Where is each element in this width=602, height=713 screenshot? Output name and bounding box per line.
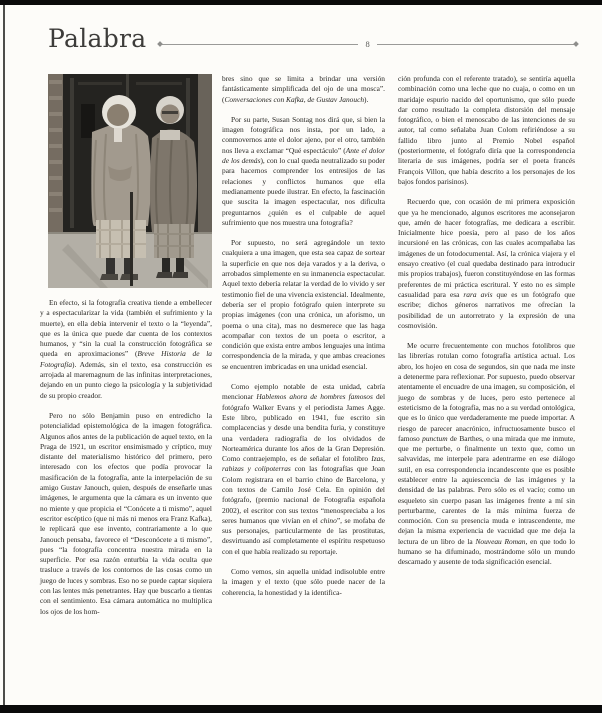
italic-text-segment: Nouveau Roman (475, 536, 526, 546)
italic-text-segment: Ante el dolor de los demás (222, 145, 385, 166)
italic-text-segment: Izas, rabizas y colipoterras (222, 454, 385, 474)
text-segment: del fotógrafo Walker Evans y el periodista James Agge. Este libro, publicado en 1941, fue escrito sin complacencias y desde una bendita furia, y constituye una verdadera radiografía de los olvidados de Norteamérica durante los años de la Gran Depresión. Como contraejemplo, es de señalar el fotolibro (222, 392, 385, 464)
page-left-border (3, 5, 5, 705)
text-segment: ”, se mofaba de sus personajes, particularmente de las prostitutas, desvirtuando así completamente el espíritu respetuoso con el que había realizado su reportaje. (222, 515, 385, 556)
paragraph (398, 341, 575, 568)
text-segment: Como vemos, sin aquella unidad indisoluble entre la imagen y el texto (que sólo puede nacer de la coherencia, la honestidad y la identifica- (222, 567, 385, 597)
paragraph (222, 238, 385, 372)
paragraph (222, 567, 385, 598)
section-title: Palabra (48, 24, 147, 53)
text-segment: Me ocurre frecuentemente con muchos fotolibros que las librerías rotulan como fotografía artística actual. Los abro, los hojeo en cosa de segundos, sin que nada me inste a detenerme para reflexionar. Por supuesto, puedo observar atentamente el encuadre de una imagen, su composición, el juego de sombras y de luces, pero esto pertenece al esteticismo de la fotografía, mas no a su verdad ontológica, que es lo único que verdaderamente me puede importar. A riesgo de parecer anacrónico, infructuosamente busco el famoso (398, 341, 575, 443)
column-left (40, 74, 212, 627)
paragraph (40, 298, 212, 401)
article-body (40, 74, 575, 627)
text-segment: ). (364, 94, 369, 104)
header-rule (158, 39, 578, 49)
paragraph (40, 411, 212, 617)
text-segment: bres sino que se limita a brindar una versión fantásticamente simplificada del ojo de una mosca”. ( (222, 74, 385, 104)
text-segment: En efecto, si la fotografía creativa tiende a embellecer y a espectacularizar la vida (también el sufrimiento y la muerte), en ella debía intervenir el texto o la “leyenda”, que es la única que puede dar cuenta de los contextos humanos, y “sin la cual la construcción fotográfica se queda en aproximaciones” ( (40, 298, 212, 359)
column-right (398, 74, 575, 578)
italic-text-segment: Hablemos ahora de hombres famosos (256, 392, 373, 402)
italic-text-segment: Breve Historia de la Fotografía (40, 349, 212, 369)
top-black-bar (0, 0, 602, 5)
text-segment: ción profunda con el referente tratado), se sentiría aquella combinación como una leche que no cuaja, o como en un maridaje espurio nacido del oportunismo, que sólo puede dar como resultado la completa distorsión del mensaje fotográfico, o bien el menoscabo de las intenciones de su autor, tal como señalaba Juan Colom refiriéndose a su fallido libro junto al Premio Nobel español (posteriormente, el fotógrafo diría que la correspondencia literaria de sus imágenes, podría ser el poeta francés François Villon, que había descrito a los personajes de los bajos fondos parisinos). (398, 74, 575, 186)
text-segment: que es un fotógrafo que escribe; dichos géneros narrativos me ofrecían la posibilidad de un autorretrato y la expresión de una cosmovisión. (398, 289, 575, 330)
text-segment: Por su parte, Susan Sontag nos dirá que, si bien la imagen fotográfica nos insta, por un lado, a conmovernos ante el dolor ajeno, por el otro, también nos lleva a exclamar “Qué espectáculo” ( (222, 114, 385, 155)
rule-end-ornament-left (158, 41, 164, 47)
paragraph (398, 74, 575, 187)
italic-text-segment: rara avis (463, 289, 493, 299)
text-segment: , en que todo lo humano se ha difuminado, mostrándome sólo un mundo descarnado y ausente de toda significación esencial. (398, 536, 575, 567)
rule-end-ornament-right (573, 41, 579, 47)
page-number: 8 (365, 39, 370, 49)
italic-text-segment: punctum (422, 433, 448, 443)
paragraph (222, 74, 385, 105)
paragraph (222, 115, 385, 228)
text-segment: Por supuesto, no será agregándole un texto cualquiera a una imagen, que esta sea capaz de sortear la superficie en que nos deja varados y a la deriva, o arrobados simplemente en su inmanencia espectacular. Aquel texto debería relatar la verdad de lo vivido y ser testimonio fiel de una vivencia existencial. Idealmente, debería ser el propio fotógrafo quien interprete su propias imágenes (con una crónica, un aforismo, un poema o una cita), mas no desmerece que las haga acompañar con textos de un poeta o escritor, a condición que exista entre ambos lenguajes una íntima correspondencia de la mirada, y que ambas creaciones se encuentren imbricadas en una unidad esencial. (222, 238, 385, 371)
page-header (48, 24, 578, 54)
bottom-black-bar (0, 705, 602, 713)
text-segment: Recuerdo que, con ocasión de mi primera exposición que ya he mencionado, algunos escritores me aconsejaron que, amén de hacer fotografías, me dedicara a escribir. Inicialmente hice poesía, pero al paso de los años incursioné en las crónicas, con las cuales acompañaba las imágenes de un fotodocumental. Así, la crónica viajera y el ensayo creativo (el cual quedaba destinado para introducir mis propios trabajos), fueron constituyéndose en las formas preferentes de mi práctica escritural. Y esto no es simple casualidad para esa (398, 197, 575, 299)
text-segment: Como ejemplo notable de esta unidad, cabría mencionar (222, 382, 385, 402)
italic-text-segment: chino (320, 515, 337, 525)
text-segment: de Barthes, o una mirada que me inmute, que me perturbe, o finalmente un texto que, como un salvavidas, me interpele para adentrarme en ese diálogo sutil, en esa correspondencia incandescente que es posible establecer entre la aquiescencia de las imágenes y la densidad de las palabras. Pero sólo es el vacío; como un esqueleto sin cuerpo pasan las imágenes frente a mí sin perturbarme, carentes de la más mínima fuerza de conmoción. Con su presencia muda e intrascendente, me dejan la misma experiencia de vacuidad que me deja la lectura de un libro de la (398, 433, 575, 546)
text-segment: con las fotografías que Joan Colom registrara en el barrio chino de Barcelona, y con textos de Camilo José Cela. En opinión del fotógrafo, (premio nacional de Fotografía española 2002), el escritor con sus textos “menospreciaba a los seres humanos que vivían en el (222, 464, 385, 525)
text-segment: ), con lo cual queda neutralizado su poder para hacernos comprender los entresijos de las relaciones y conflictos humanos que ella medianamente puede ilustrar. En efecto, la fascinación que suscita la imagen espectacular, nos dificulta preguntarnos ¿quién es el culpable de aquel sufrimiento que nos muestra una fotografía? (222, 156, 385, 227)
paragraph (222, 382, 385, 557)
photograph-two-elderly-women (48, 74, 212, 288)
italic-text-segment: Conversaciones con Kafka, de Gustav Janouch (224, 94, 365, 104)
rule-line-right (377, 44, 574, 45)
text-segment: Pero no sólo Benjamin puso en entredicho la potencialidad epistemológica de la imagen fotográfica. Algunos años antes de la publicación de aquel texto, en la Praga de 1921, un escritor ensimismado y críptico, muy distante del materialismo histórico del primero, pero interesado con los efectos que podía provocar la masificación de la fotografía, ante la interpelación de su amigo Gustav Janouch, quien, después de enseñarle unas imágenes, le argumenta que la cámara es un invento que no miente y que propicia el “Conócete a ti mismo”, aquel escritor escéptico (que ni más ni menos era Franz Kafka), le replicará que ese invento, contrariamente a lo que Janouch pensaba, favorece el “Desconócete a ti mismo”, pues “la fotografía concentra nuestra mirada en la superficie. Por esa razón enturbia la vida oculta que trasluce a través de los contornos de las cosas como un juego de luces y sombras. Eso no se puede captar siquiera con las lentes más penetrantes. Hay que buscarlo a tientas con el sentimiento. Esa cámara automática no multiplica los ojos de los hom- (40, 410, 212, 616)
column-middle (222, 74, 385, 608)
paragraph (398, 197, 575, 331)
text-segment: ). Además, sin el texto, esa construcción es arrojada al maremagnum de las infinitas interpretaciones, dejando en un punto ciego la psicología y la subjetividad de su propio creador. (40, 359, 212, 400)
rule-line-left (162, 44, 358, 45)
